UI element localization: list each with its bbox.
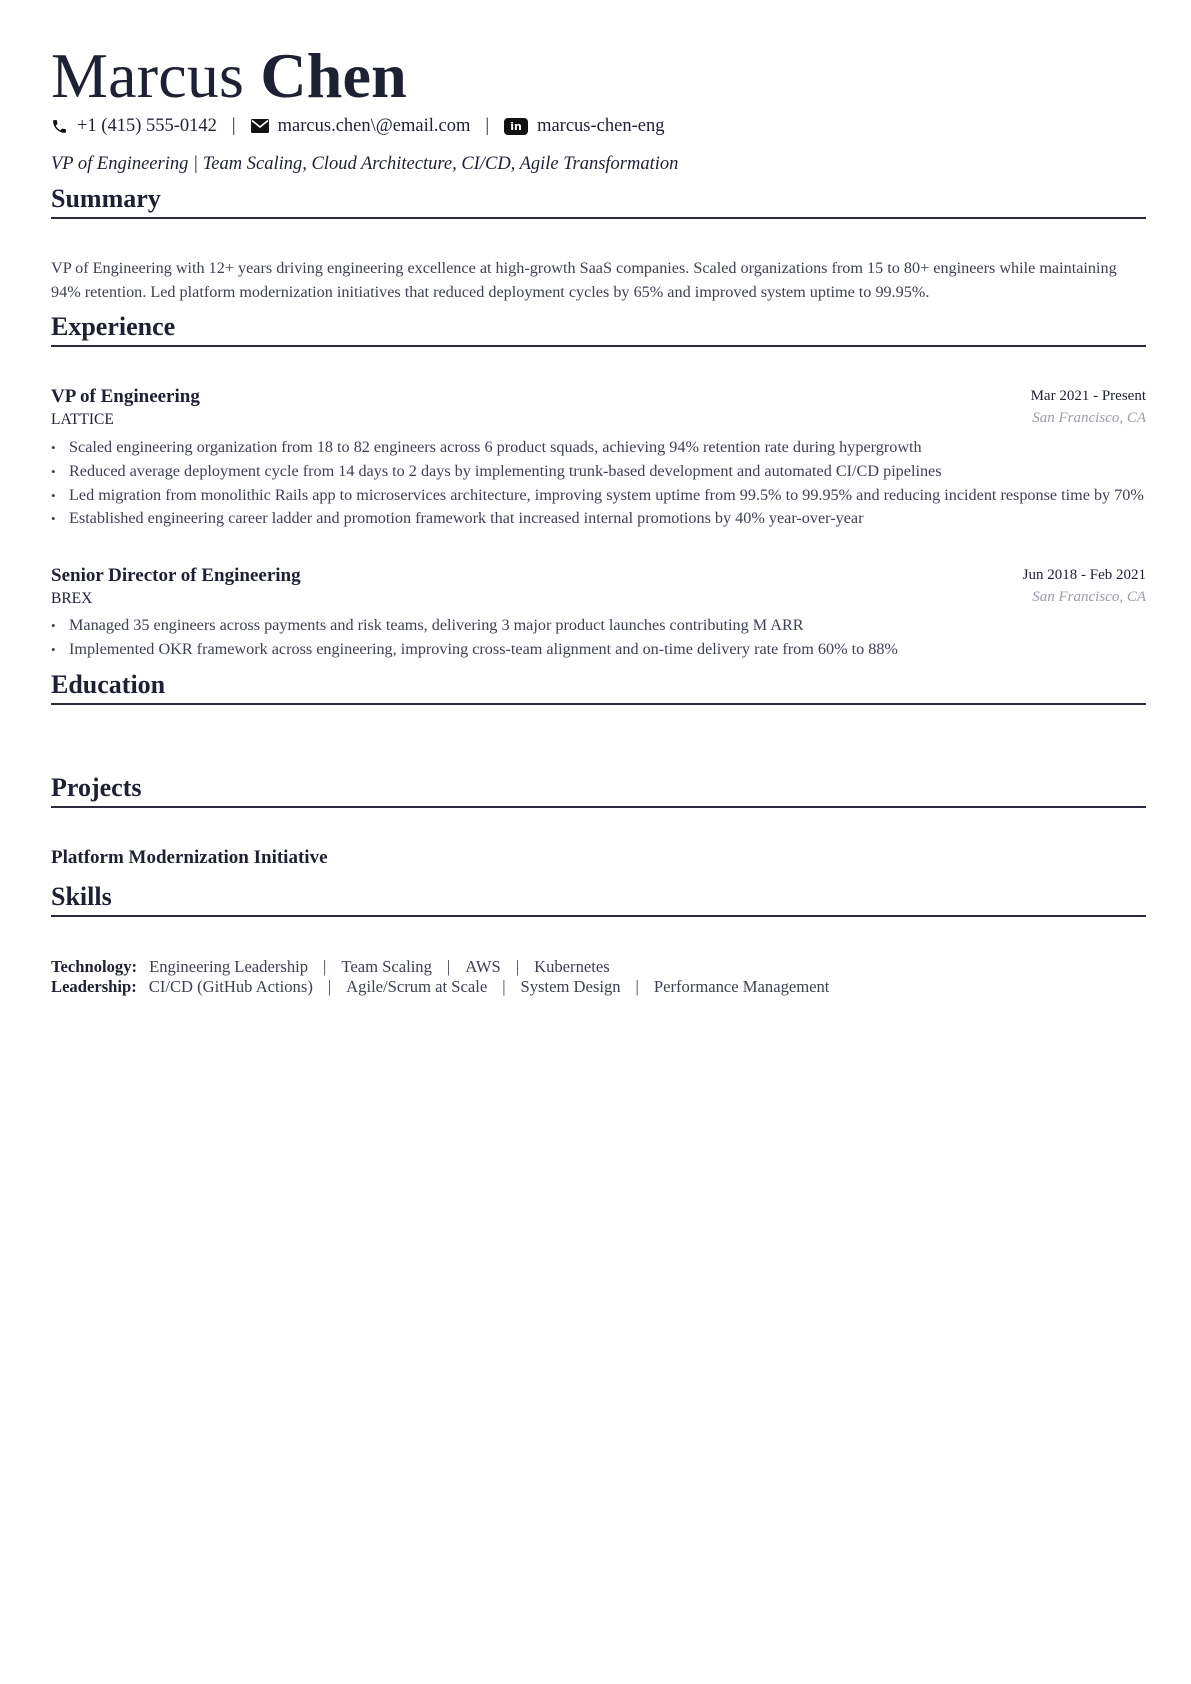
job-location: San Francisco, CA <box>1032 410 1146 426</box>
skill-separator: | <box>446 957 451 976</box>
phone-text: +1 (415) 555-0142 <box>77 115 217 136</box>
first-name: Marcus <box>51 40 245 111</box>
job-dates: Jun 2018 - Feb 2021 <box>1022 567 1146 583</box>
contact-linkedin[interactable] <box>504 116 664 137</box>
skill-separator: | <box>502 977 506 996</box>
job-bullet: • Scaled engineering organization from 18 to 82 engineers across 6 product squads, achieving 94% retention rate during hypergrowth <box>51 436 1146 460</box>
job-bullet: • Implemented OKR framework across engineering, improving cross-team alignment and on-time delivery rate from 60% to 88% <box>51 638 1146 662</box>
skills-category-label: Leadership: <box>51 977 137 996</box>
envelope-icon <box>251 119 269 133</box>
job-location: San Francisco, CA <box>1032 589 1146 605</box>
skill-item: Kubernetes <box>534 957 610 976</box>
skill-item: Team Scaling <box>341 957 432 976</box>
skill-separator: | <box>515 957 520 976</box>
job-title: VP of Engineering <box>51 386 200 407</box>
job-company: LATTICE <box>51 411 114 428</box>
skill-separator: | <box>635 977 639 996</box>
skill-item: Agile/Scrum at Scale <box>346 977 488 996</box>
linkedin-icon: in <box>504 118 528 135</box>
job-title: Senior Director of Engineering <box>51 565 301 586</box>
job-company: BREX <box>51 590 93 607</box>
headline-tagline: VP of Engineering | Team Scaling, Cloud Architecture, CI/CD, Agile Transformation <box>51 154 679 174</box>
email-text: marcus.chen\@email.com <box>277 115 471 136</box>
linkedin-text: marcus-chen-eng <box>537 115 665 136</box>
contact-email[interactable] <box>251 116 471 137</box>
section-title-education: Education <box>51 668 1146 705</box>
section-title-skills: Skills <box>51 880 1146 917</box>
contact-separator: | <box>485 115 490 136</box>
summary-text: VP of Engineering with 12+ years driving engineering excellence at high-growth SaaS companies. Scaled organizations from 15 to 80+ engineers while maintaining 94% retention. Led platform modernization initiatives that reduced deployment cycles by 65% and improved system uptime to 99.95%. <box>51 259 1117 301</box>
skill-separator: | <box>327 977 332 996</box>
section-title-projects: Projects <box>51 771 1146 808</box>
skill-separator: | <box>323 957 327 976</box>
phone-icon <box>51 118 68 135</box>
section-title-experience: Experience <box>51 310 1146 347</box>
skills-row <box>51 957 610 977</box>
job-bullet: • Reduced average deployment cycle from 14 days to 2 days by implementing trunk-based development and automated CI/CD pipelines <box>51 460 1146 484</box>
job-bullets <box>51 614 1146 662</box>
contact-separator: | <box>231 115 236 136</box>
skills-row <box>51 977 829 997</box>
skill-item: System Design <box>520 977 621 996</box>
project-title: Platform Modernization Initiative <box>51 847 328 868</box>
skill-item: CI/CD (GitHub Actions) <box>148 977 313 996</box>
candidate-name <box>51 36 407 116</box>
skills-category-label: Technology: <box>51 957 138 976</box>
last-name: Chen <box>260 40 407 111</box>
job-bullet: • Managed 35 engineers across payments and risk teams, delivering 3 major product launches contributing M ARR <box>51 614 1146 638</box>
job-bullet: • Established engineering career ladder and promotion framework that increased internal promotions by 40% year-over-year <box>51 507 1146 531</box>
job-bullets <box>51 436 1146 531</box>
skill-item: Engineering Leadership <box>149 957 309 976</box>
skill-item: Performance Management <box>653 977 830 996</box>
skill-item: AWS <box>465 957 501 976</box>
job-dates: Mar 2021 - Present <box>1030 388 1146 404</box>
contact-phone[interactable] <box>51 116 217 137</box>
job-bullet: • Led migration from monolithic Rails app to microservices architecture, improving system uptime from 99.5% to 99.95% and reducing incident response time by 70% <box>51 484 1146 508</box>
contact-row <box>51 112 664 140</box>
section-title-summary: Summary <box>51 182 1146 219</box>
